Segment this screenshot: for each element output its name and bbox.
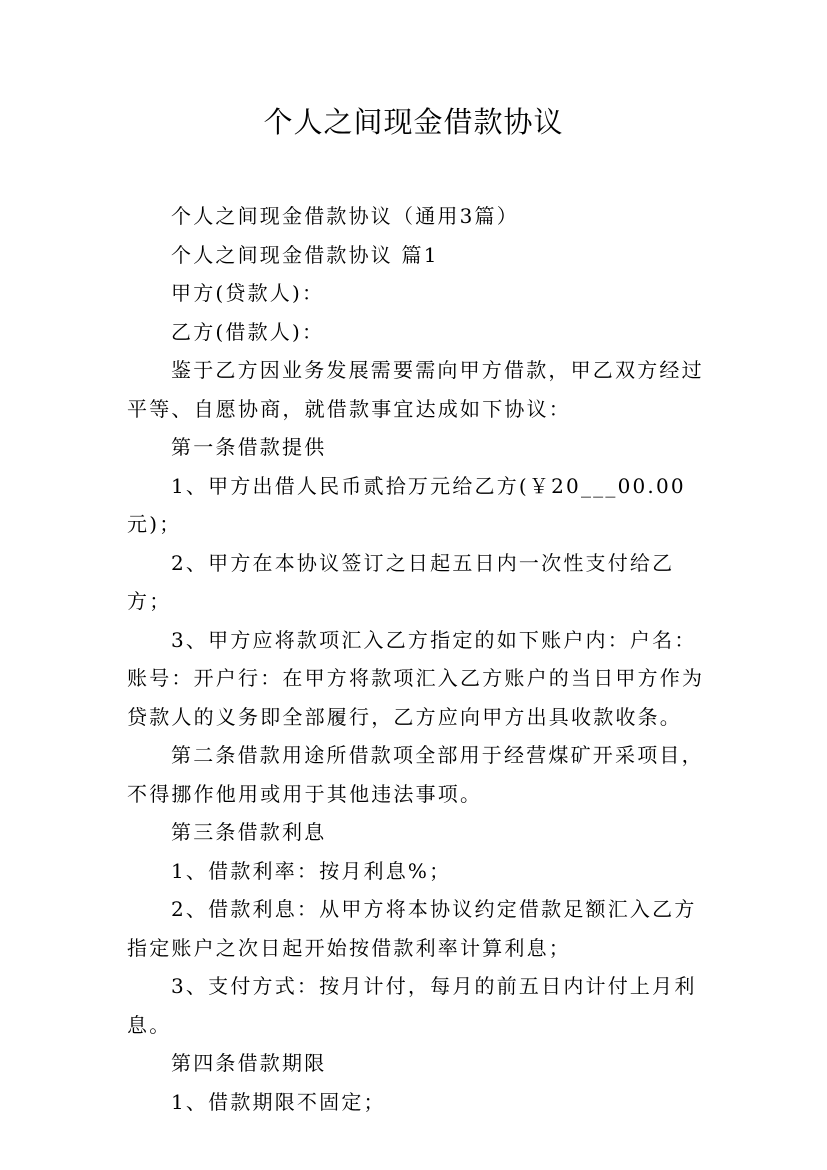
paragraph-article-1-item-2: 2、甲方在本协议签订之日起五日内一次性支付给乙方； xyxy=(127,550,675,613)
paragraph-article-3-heading: 第三条借款利息 xyxy=(171,820,327,844)
paragraph-party-b: 乙方(借款人)： xyxy=(171,319,325,344)
paragraph-article-1-heading: 第一条借款提供 xyxy=(171,435,327,459)
paragraph-section-heading: 个人之间现金借款协议 篇1 xyxy=(171,242,439,267)
paragraph-subtitle: 个人之间现金借款协议（通用3篇） xyxy=(171,204,519,228)
paragraph-article-1-item-1: 1、甲方出借人民币贰拾万元给乙方(￥20___00.00元)； xyxy=(127,473,686,536)
paragraph-article-4-item-1: 1、借款期限不固定； xyxy=(171,1089,386,1114)
document-body xyxy=(127,197,717,1121)
document-title: 个人之间现金借款协议 xyxy=(263,105,564,139)
paragraph-article-3-item-2: 2、借款利息：从甲方将本协议约定借款足额汇入乙方指定账户之次日起开始按借款利率计算利息； xyxy=(127,897,697,960)
paragraph-preamble: 鉴于乙方因业务发展需要需向甲方借款，甲乙双方经过平等、自愿协商，就借款事宜达成如下协议： xyxy=(127,358,704,421)
paragraph-article-2: 第二条借款用途所借款项全部用于经营煤矿开采项目，不得挪作他用或用于其他违法事项。 xyxy=(127,743,704,806)
paragraph-article-3-item-3: 3、支付方式：按月计付，每月的前五日内计付上月利息。 xyxy=(127,974,697,1037)
paragraph-article-3-item-1: 1、借款利率：按月利息%； xyxy=(171,858,452,883)
paragraph-article-4-heading: 第四条借款期限 xyxy=(171,1051,327,1075)
paragraph-article-1-item-3: 3、甲方应将款项汇入乙方指定的如下账户内：户名：账号：开户行：在甲方将款项汇入乙方账户的当日甲方作为贷款人的义务即全部履行，乙方应向甲方出具收款收条。 xyxy=(127,627,705,729)
paragraph-party-a: 甲方(贷款人)： xyxy=(171,281,325,305)
